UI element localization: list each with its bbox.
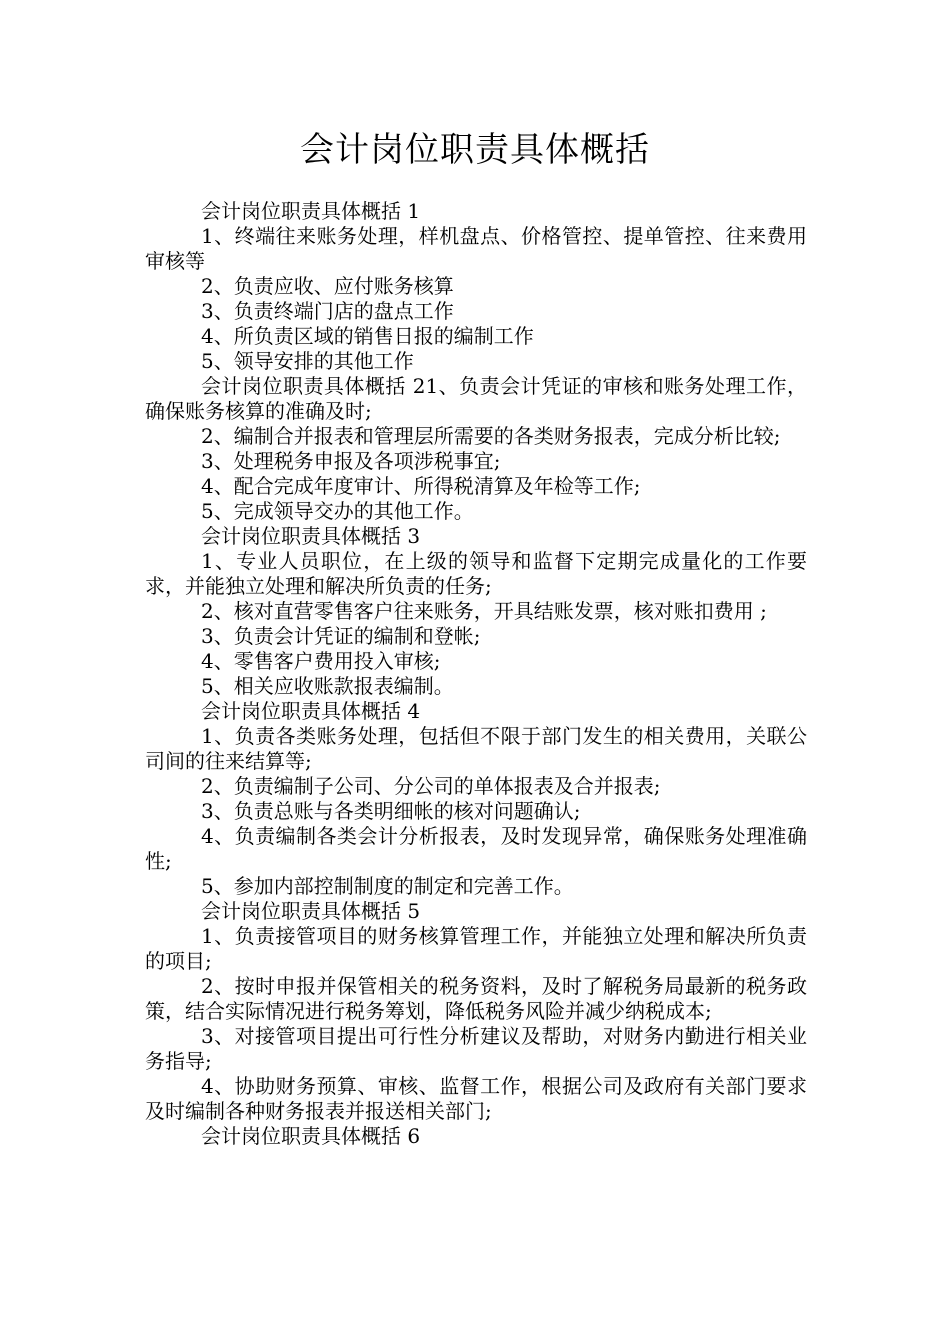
paragraph: 5、领导安排的其他工作: [201, 349, 414, 373]
paragraph: 会计岗位职责具体概括 3: [201, 524, 421, 548]
paragraph: 5、相关应收账款报表编制。: [201, 674, 454, 698]
document-body: [145, 199, 807, 1149]
paragraph: 1、负责各类账务处理，包括但不限于部门发生的相关费用，关联公司间的往来结算等;: [145, 724, 807, 773]
paragraph: 4、配合完成年度审计、所得税清算及年检等工作;: [201, 474, 641, 498]
paragraph: 4、所负责区域的销售日报的编制工作: [201, 324, 534, 348]
paragraph: 2、核对直营零售客户往来账务，开具结账发票，核对账扣费用 ;: [201, 599, 767, 623]
paragraph: 2、编制合并报表和管理层所需要的各类财务报表，完成分析比较;: [201, 424, 781, 448]
paragraph: 会计岗位职责具体概括 1: [201, 199, 421, 223]
paragraph: 2、负责应收、应付账务核算: [201, 274, 454, 298]
paragraph: 1、终端往来账务处理，样机盘点、价格管控、提单管控、往来费用审核等: [145, 224, 807, 273]
paragraph: 3、负责总账与各类明细帐的核对问题确认;: [201, 799, 581, 823]
paragraph: 5、参加内部控制制度的制定和完善工作。: [201, 874, 574, 898]
paragraph: 4、协助财务预算、审核、监督工作，根据公司及政府有关部门要求及时编制各种财务报表并报送相关部门;: [145, 1074, 807, 1123]
paragraph: 1、专业人员职位，在上级的领导和监督下定期完成量化的工作要求，并能独立处理和解决所负责的任务;: [145, 549, 807, 598]
paragraph: 3、对接管项目提出可行性分析建议及帮助，对财务内勤进行相关业务指导;: [145, 1024, 807, 1073]
document-title: 会计岗位职责具体概括: [300, 130, 650, 170]
paragraph: 会计岗位职责具体概括 4: [201, 699, 421, 723]
paragraph: 会计岗位职责具体概括 5: [201, 899, 421, 923]
paragraph: 3、负责会计凭证的编制和登帐;: [201, 624, 481, 648]
paragraph: 4、零售客户费用投入审核;: [201, 649, 441, 673]
paragraph: 会计岗位职责具体概括 21、负责会计凭证的审核和账务处理工作，确保账务核算的准确及时;: [145, 374, 807, 423]
paragraph: 2、按时申报并保管相关的税务资料，及时了解税务局最新的税务政策，结合实际情况进行税务筹划，降低税务风险并减少纳税成本;: [145, 974, 807, 1023]
paragraph: 4、负责编制各类会计分析报表，及时发现异常，确保账务处理准确性;: [145, 824, 807, 873]
paragraph: 5、完成领导交办的其他工作。: [201, 499, 474, 523]
paragraph: 1、负责接管项目的财务核算管理工作，并能独立处理和解决所负责的项目;: [145, 924, 807, 973]
paragraph: 会计岗位职责具体概括 6: [201, 1124, 421, 1148]
paragraph: 3、负责终端门店的盘点工作: [201, 299, 454, 323]
paragraph: 2、负责编制子公司、分公司的单体报表及合并报表;: [201, 774, 661, 798]
paragraph: 3、处理税务申报及各项涉税事宜;: [201, 449, 501, 473]
